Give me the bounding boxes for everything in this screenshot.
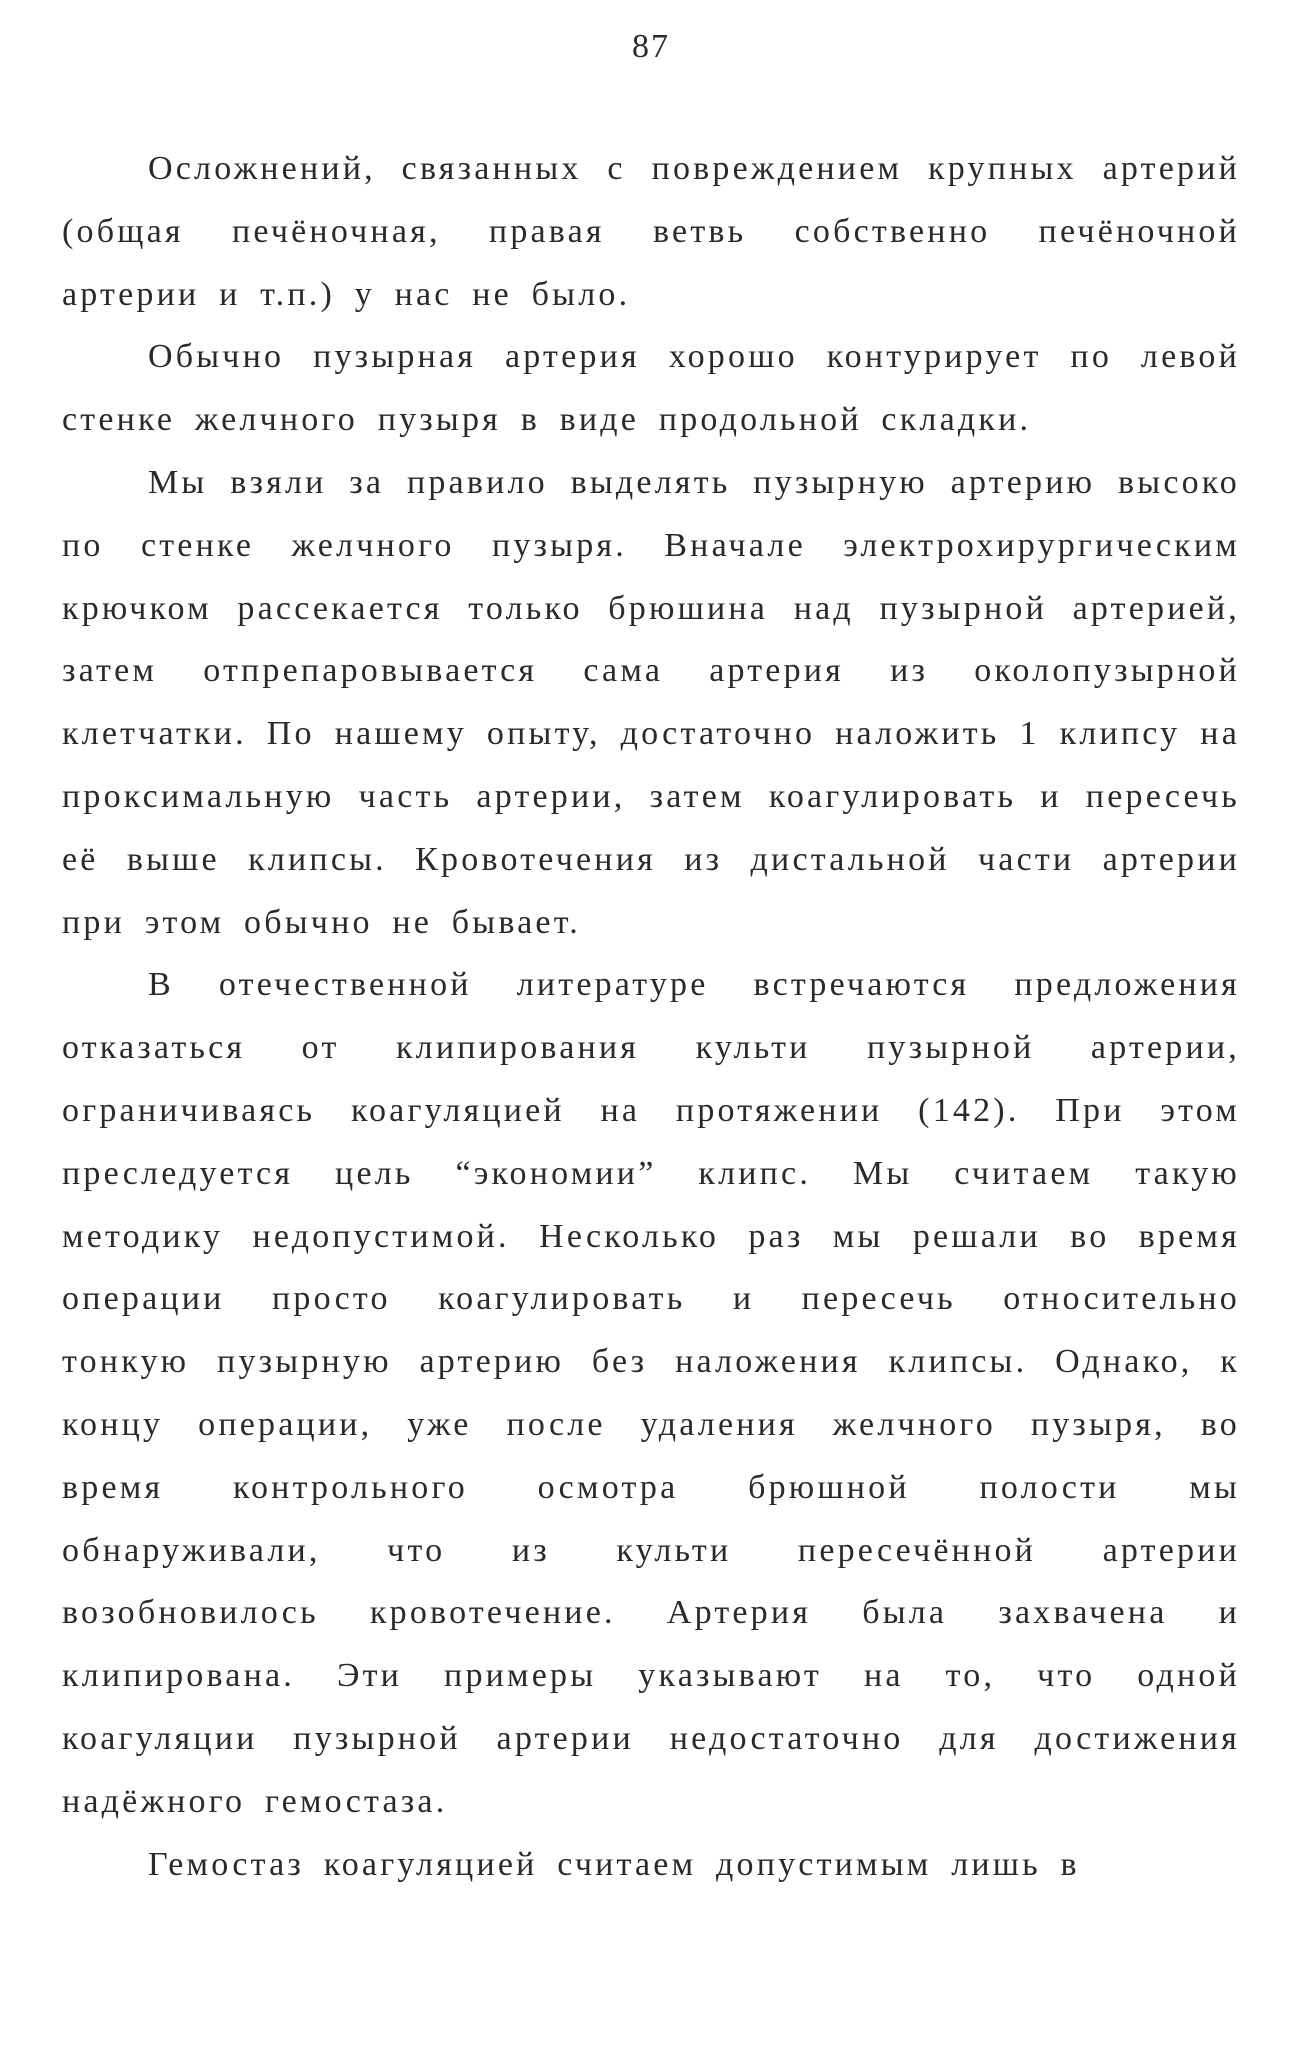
paragraph-4: В отечественной литературе встречаются предложения отказаться от клипирования культи пузырной артерии, ограничиваясь коагуляцией на протяжении (142). При этом преследуется цель “экономии” клипс. Мы считаем такую методику недопустимой. Несколько раз мы решали во время операции просто коагулировать и пересечь относительно тонкую пузырную артерию без наложения клипсы. Однако, к концу операции, уже после удаления желчного пузыря, во время контрольного осмотра брюшной полости мы обнаруживали, что из культи пересечённой артерии возобновилось кровотечение. Артерия была захвачена и клипирована. Эти примеры указывают на то, что одной коагуляции пузырной артерии недостаточно для достижения надёжного гемостаза. [62, 966, 1240, 1820]
page-number: 87 [632, 28, 670, 65]
paragraph-5: Гемостаз коагуляцией считаем допустимым лишь в [148, 1845, 1080, 1883]
paragraph-3: Мы взяли за правило выделять пузырную артерию высоко по стенке желчного пузыря. Вначале электрохирургическим крючком рассекается только брюшина над пузырной артерией, затем отпрепаровывается сама артерия из околопузырной клетчатки. По нашему опыту, достаточно наложить 1 клипсу на проксимальную часть артерии, затем коагулировать и пересечь её выше клипсы. Кровотечения из дистальной части артерии при этом обычно не бывает. [62, 463, 1240, 941]
body-text [62, 138, 1240, 1896]
paragraph-2: Обычно пузырная артерия хорошо контурирует по левой стенке желчного пузыря в виде продольной складки. [62, 338, 1240, 439]
paragraph-1: Осложнений, связанных с повреждением крупных артерий (общая печёночная, правая ветвь собственно печёночной артерии и т.п.) у нас не было. [62, 150, 1240, 313]
